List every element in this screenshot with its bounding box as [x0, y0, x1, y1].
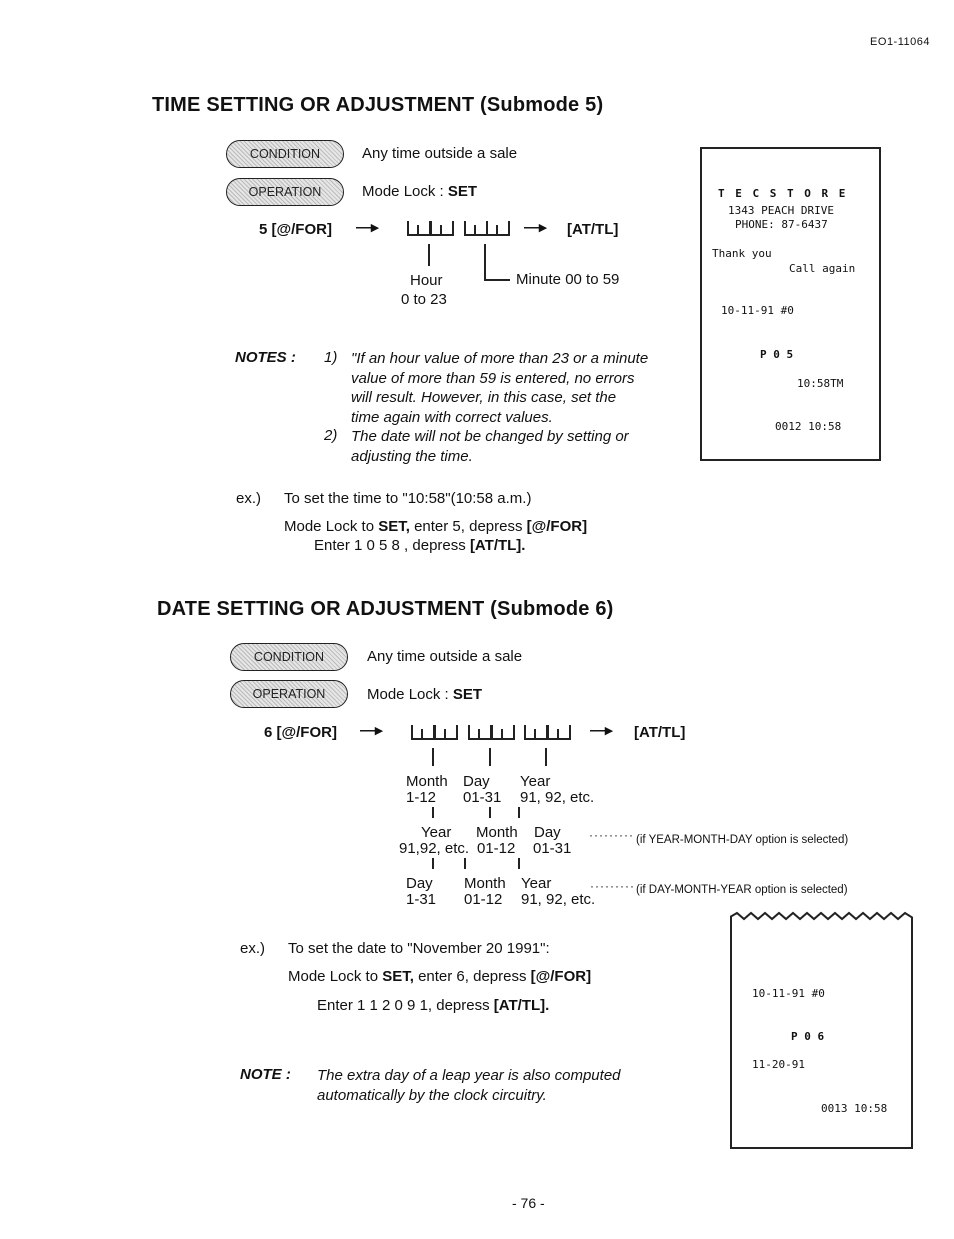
digit-box	[491, 725, 515, 740]
operation-text: Mode Lock : SET	[362, 183, 478, 200]
note-label: NOTE :	[240, 1066, 291, 1083]
hour-range: 0 to 23	[401, 291, 447, 308]
torn-edge-icon	[730, 911, 913, 923]
receipt-date: 11-20-91	[752, 1058, 805, 1071]
connector-line	[428, 244, 430, 266]
format-label: Day	[463, 773, 490, 790]
example-line: Enter 1 1 2 0 9 1, depress [AT/TL].	[317, 997, 550, 1014]
format-label: Year	[520, 773, 551, 790]
connector-line	[518, 858, 520, 869]
format-label: Month	[476, 824, 518, 841]
format-range: 01-12	[464, 891, 503, 908]
hour-label: Hour	[410, 272, 443, 289]
connector-line	[432, 748, 434, 766]
receipt-address: 1343 PEACH DRIVE	[728, 204, 834, 217]
note-1: "If an hour value of more than 23 or a minute value of more than 59 is entered, no errors will result. However, in this case, set the time again with correct values.	[351, 350, 649, 426]
receipt-code: P 0 6	[791, 1030, 825, 1043]
key-sequence-end: [AT/TL]	[567, 221, 619, 238]
key-sequence-end: [AT/TL]	[634, 724, 686, 741]
format-label: Month	[406, 773, 448, 790]
receipt-time: 10:58TM	[797, 377, 844, 390]
receipt-sample-time	[700, 147, 881, 461]
operation-value: SET	[447, 183, 478, 200]
format-range: 1-12	[406, 789, 437, 806]
connector-line	[489, 807, 491, 818]
format-label: Day	[534, 824, 561, 841]
format-range: 91, 92, etc.	[521, 891, 596, 908]
format-label: Year	[521, 875, 552, 892]
connector-line	[545, 748, 547, 766]
digit-box-minute	[486, 221, 510, 236]
format-label: Month	[464, 875, 506, 892]
connector-line	[518, 807, 520, 818]
example-label: ex.)	[240, 940, 266, 957]
format-note: (if DAY-MONTH-YEAR option is selected)	[636, 884, 848, 896]
digit-box	[547, 725, 571, 740]
format-range: 01-12	[477, 840, 516, 857]
key-sequence-start: 6 [@/FOR]	[264, 724, 337, 741]
connector-line	[464, 858, 466, 869]
arrow-icon: —▸	[590, 722, 613, 739]
receipt-store-name: T E C S T O R E	[718, 187, 848, 200]
note-number: 1)	[324, 349, 338, 366]
format-note: (if YEAR-MONTH-DAY option is selected)	[636, 834, 849, 846]
format-range: 01-31	[533, 840, 572, 857]
section-title-date: DATE SETTING OR ADJUSTMENT (Submode 6)	[157, 598, 614, 620]
leader-dots: ·········	[590, 879, 635, 893]
receipt-phone: PHONE: 87-6437	[735, 218, 828, 231]
operation-text: Mode Lock : SET	[367, 686, 483, 703]
example-label: ex.)	[236, 490, 262, 507]
condition-badge: CONDITION	[230, 643, 348, 671]
example-line: Mode Lock to SET, enter 5, depress [@/FOR]	[284, 518, 588, 535]
note-text: The extra day of a leap year is also computed automatically by the clock circuitry.	[317, 1067, 621, 1104]
connector-line	[489, 748, 491, 766]
format-label: Day	[406, 875, 433, 892]
key-sequence-start: 5 [@/FOR]	[259, 221, 332, 238]
condition-text: Any time outside a sale	[362, 145, 518, 162]
format-label: Year	[421, 824, 452, 841]
digit-box	[434, 725, 458, 740]
page-number: - 76 -	[512, 1195, 545, 1211]
arrow-icon: —▸	[360, 722, 383, 739]
format-range: 01-31	[463, 789, 502, 806]
format-range: 91,92, etc.	[399, 840, 470, 857]
note-2: The date will not be changed by setting or adjusting the time.	[351, 428, 629, 465]
format-range: 1-31	[406, 891, 437, 908]
leader-dots: ·········	[589, 828, 634, 842]
receipt-footer: 0013 10:58	[821, 1102, 888, 1115]
digit-box-hour	[430, 221, 454, 236]
condition-badge: CONDITION	[226, 140, 344, 168]
receipt-call-again: Call again	[789, 262, 856, 275]
receipt-code: P 0 5	[760, 348, 794, 361]
example-line: To set the time to "10:58"(10:58 a.m.)	[284, 490, 532, 507]
minute-label: Minute 00 to 59	[516, 271, 620, 288]
operation-badge: OPERATION	[226, 178, 344, 206]
example-line: To set the date to "November 20 1991":	[288, 940, 550, 957]
arrow-icon: —▸	[524, 219, 547, 236]
operation-value: SET	[452, 686, 483, 703]
connector-line	[484, 244, 486, 280]
digit-box	[468, 725, 492, 740]
connector-line	[432, 858, 434, 869]
note-number: 2)	[324, 427, 338, 444]
example-line: Enter 1 0 5 8 , depress [AT/TL].	[314, 537, 526, 554]
arrow-icon: —▸	[356, 219, 379, 236]
receipt-thanks: Thank you	[712, 247, 772, 260]
connector-line	[484, 279, 510, 281]
receipt-sample-date	[730, 917, 913, 1149]
digit-box-minute	[464, 221, 488, 236]
document-id: EO1-11064	[870, 36, 930, 48]
receipt-date-line: 10-11-91 #0	[752, 987, 825, 1000]
operation-badge: OPERATION	[230, 680, 348, 708]
digit-box	[524, 725, 548, 740]
section-title-time: TIME SETTING OR ADJUSTMENT (Submode 5)	[152, 94, 604, 116]
example-line: Mode Lock to SET, enter 6, depress [@/FOR]	[288, 968, 592, 985]
format-range: 91, 92, etc.	[520, 789, 595, 806]
digit-box-hour	[407, 221, 431, 236]
condition-text: Any time outside a sale	[367, 648, 523, 665]
receipt-date-line: 10-11-91 #0	[721, 304, 794, 317]
connector-line	[432, 807, 434, 818]
digit-box	[411, 725, 435, 740]
receipt-footer: 0012 10:58	[775, 420, 842, 433]
notes-label: NOTES :	[235, 349, 296, 366]
